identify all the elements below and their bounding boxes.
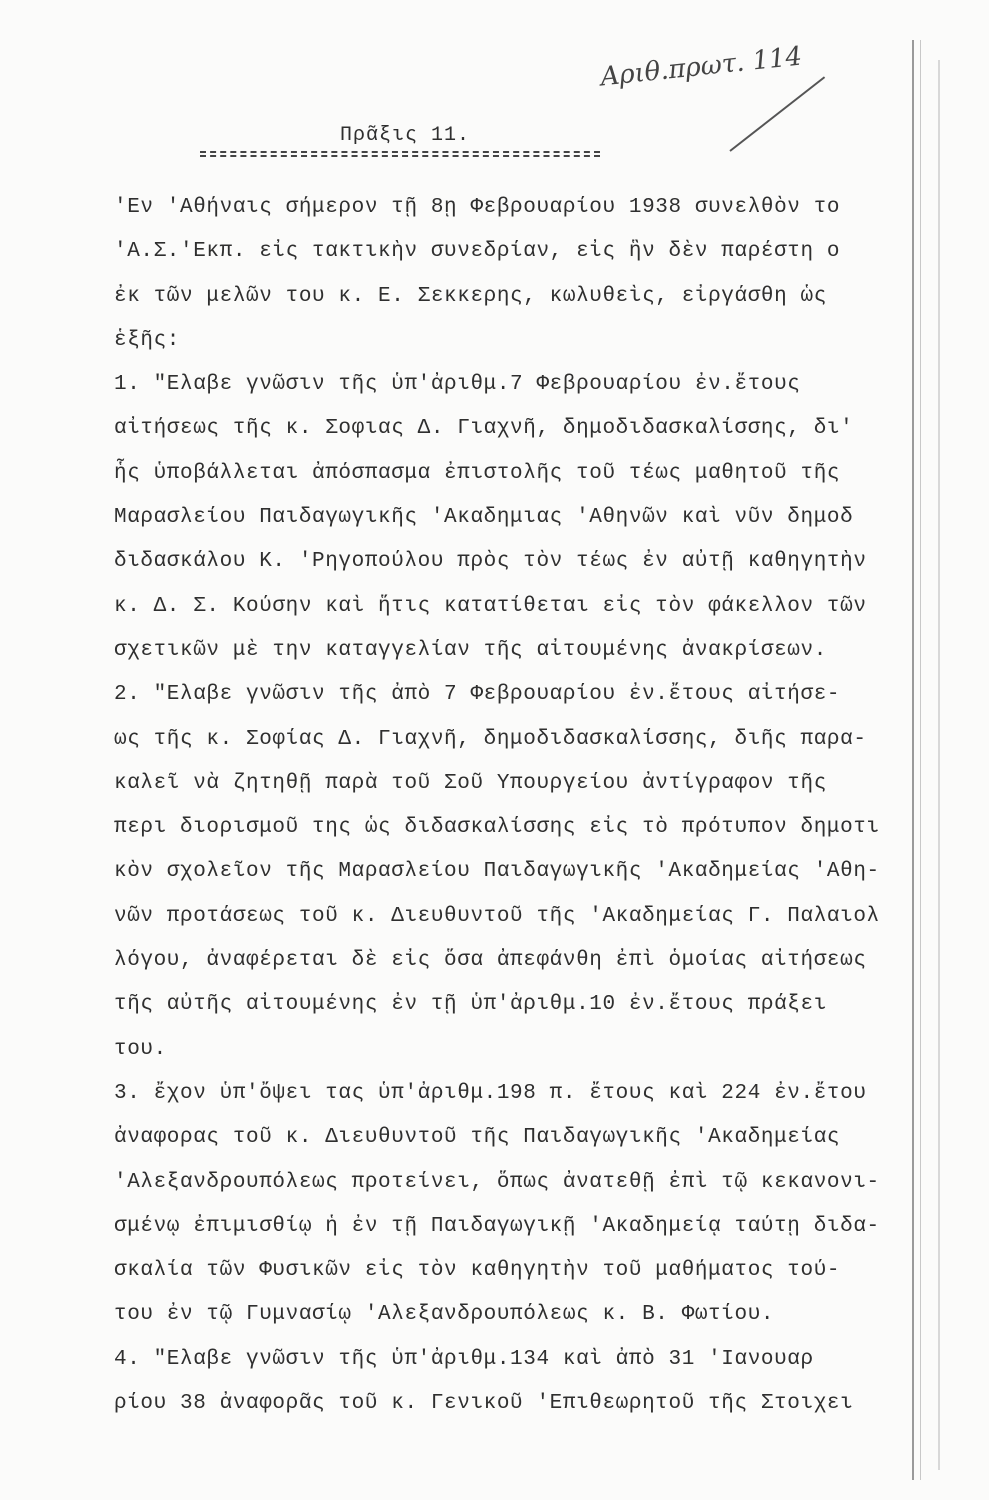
text-line: ἐκ τῶν μελῶν του κ. Ε. Σεκκερης, κωλυθεὶς, εἰργάσθη ὡς bbox=[114, 284, 827, 308]
text-line: του ἐν τῷ Γυμνασίῳ 'Αλεξανδρουπόλεως κ. Β. Φωτίου. bbox=[114, 1303, 775, 1327]
text-line: τῆς αὐτῆς αἰτουμένης ἐν τῇ ὑπ'ἀριθμ.10 ἐν.ἔτους πράξει bbox=[114, 993, 827, 1017]
text-line: κὸν σχολεῖον τῆς Μαρασλείου Παιδαγωγικῆς 'Ακαδημείας 'Αθη- bbox=[114, 860, 880, 884]
pen-stroke bbox=[729, 76, 825, 151]
text-line: 1. "Ελαβε γνῶσιν τῆς ὑπ'ἀριθμ.7 Φεβρουαρίου ἐν.ἔτους bbox=[114, 373, 801, 397]
document-title: Πρᾶξις 11. bbox=[340, 124, 471, 147]
text-line: 3. ἔχον ὑπ'ὄψει τας ὑπ'ἀριθμ.198 π. ἔτους καὶ 224 ἐν.ἔτου bbox=[114, 1081, 867, 1105]
text-line: 'Α.Σ.'Εκπ. εἰς τακτικὴν συνεδρίαν, εἰς ἣν δὲν παρέστη ο bbox=[114, 240, 841, 264]
text-line: σμένῳ ἐπιμισθίῳ ἡ ἐν τῇ Παιδαγωγικῇ 'Ακαδημείᾳ ταύτῃ διδα- bbox=[114, 1214, 880, 1238]
text-line: λόγου, ἀναφέρεται δὲ εἰς ὅσα ἀπεφάνθη ἐπὶ ὁμοίας αἰτήσεως bbox=[114, 949, 867, 973]
text-line: σχετικῶν μὲ την καταγγελίαν τῆς αἰτουμένης ἀνακρίσεων. bbox=[114, 638, 827, 662]
text-line: κ. Δ. Σ. Κούσην καὶ ἥτις κατατίθεται εἰς τὸν φάκελλον τῶν bbox=[114, 594, 867, 618]
document-body bbox=[114, 186, 914, 1426]
text-line: 4. "Ελαβε γνῶσιν τῆς ὑπ'ἀριθμ.134 καὶ ἀπὸ 31 'Ιανουαρ bbox=[114, 1347, 814, 1371]
text-line: 'Αλεξανδρουπόλεως προτείνει, ὅπως ἀνατεθῇ ἐπὶ τῷ κεκανονι- bbox=[114, 1170, 880, 1194]
page-edge-line-secondary bbox=[938, 60, 940, 1470]
text-line: ἑξῆς: bbox=[114, 328, 181, 352]
text-line: σκαλία τῶν Φυσικῶν εἰς τὸν καθηγητὴν τοῦ μαθήματος τού- bbox=[114, 1259, 841, 1283]
text-line: του. bbox=[114, 1037, 167, 1061]
title-underline bbox=[200, 151, 600, 157]
text-line: καλεῖ νὰ ζητηθῇ παρὰ τοῦ Σοῦ Υπουργείου ἀντίγραφον τῆς bbox=[114, 771, 827, 795]
text-line: ρίου 38 ἀναφορᾶς τοῦ κ. Γενικοῦ 'Επιθεωρητοῦ τῆς Στοιχει bbox=[114, 1392, 854, 1416]
text-line: ως τῆς κ. Σοφίας Δ. Γιαχνῆ, δημοδιδασκαλίσσης, διῆς παρα- bbox=[114, 727, 867, 751]
handwritten-protocol-note: Αριθ.πρωτ. 114 bbox=[599, 41, 804, 93]
text-line: αἰτήσεως τῆς κ. Σοφιας Δ. Γιαχνῆ, δημοδιδασκαλίσσης, δι' bbox=[114, 417, 854, 441]
text-line: ἀναφορας τοῦ κ. Διευθυντοῦ τῆς Παιδαγωγικῆς 'Ακαδημείας bbox=[114, 1126, 841, 1150]
text-line: ἧς ὑποβάλλεται ἀπόσπασμα ἐπιστολῆς τοῦ τέως μαθητοῦ τῆς bbox=[114, 461, 841, 485]
text-line: διδασκάλου Κ. 'Ρηγοπούλου πρὸς τὸν τέως ἐν αὐτῇ καθηγητὴν bbox=[114, 550, 867, 574]
text-line: περι διορισμοῦ της ὡς διδασκαλίσσης εἰς τὸ πρότυπον δημοτι bbox=[114, 816, 880, 840]
text-line: Μαρασλείου Παιδαγωγικῆς 'Ακαδημιας 'Αθηνῶν καὶ νῦν δημοδ bbox=[114, 506, 854, 530]
text-line: 'Εν 'Αθήναις σήμερον τῇ 8ῃ Φεβρουαρίου 1938 συνελθὸν το bbox=[114, 196, 841, 219]
text-line: 2. "Ελαβε γνῶσιν τῆς ἀπὸ 7 Φεβρουαρίου ἐν.ἔτους αἰτήσε- bbox=[114, 683, 841, 707]
text-line: νῶν προτάσεως τοῦ κ. Διευθυντοῦ τῆς 'Ακαδημείας Γ. Παλαιολ bbox=[114, 904, 880, 928]
